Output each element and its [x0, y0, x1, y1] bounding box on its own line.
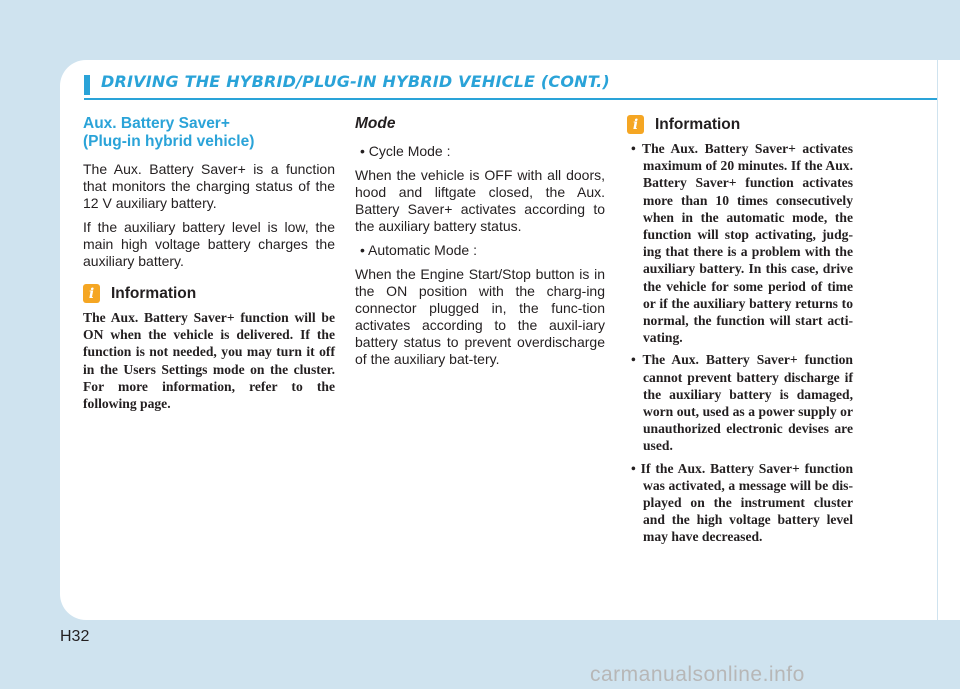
- info-heading: [83, 284, 335, 303]
- automatic-mode-bullet: • Automatic Mode :: [360, 242, 477, 258]
- watermark: carmanualsonline.info: [590, 663, 805, 686]
- header-accent-bar: [84, 75, 90, 95]
- cycle-mode-paragraph: When the vehicle is OFF with all doors, hood and liftgate closed, the Aux. Battery Saver+ activates according to the auxiliary battery status.: [355, 167, 605, 234]
- page-number: H32: [60, 628, 90, 645]
- info-title: Information: [111, 284, 197, 302]
- info-heading-right: [627, 115, 853, 134]
- column-left: [83, 113, 335, 412]
- info-text: The Aux. Battery Saver+ function will be ON when the vehicle is delivered. If the function is not needed, you may turn it off in the Users Settings mode on the cluster. For more information, refer to the following page.: [83, 310, 335, 412]
- header-rule: [84, 98, 937, 100]
- column-middle: [355, 113, 605, 375]
- info-title: Information: [655, 115, 741, 133]
- automatic-mode-paragraph: When the Engine Start/Stop button is in the ON position with the charg-ing connector plugged in, the func-tion activates according to the auxil-iary battery status to prevent overdischarge of the auxiliary bat-tery.: [355, 266, 605, 367]
- info-icon: i: [627, 115, 644, 134]
- mode-title: Mode: [355, 115, 396, 132]
- list-item: • If the Aux. Battery Saver+ function was activated, a message will be dis-played on the instrument cluster and the high voltage battery level may have decreased.: [631, 460, 853, 545]
- intro-paragraph: The Aux. Battery Saver+ is a function that monitors the charging status of the 12 V auxiliary battery.: [83, 161, 335, 211]
- right-margin-rule: [937, 60, 938, 620]
- info-icon: i: [83, 284, 100, 303]
- section-title-line1: Aux. Battery Saver+: [83, 115, 230, 132]
- section-title-line2: (Plug-in hybrid vehicle): [83, 133, 255, 150]
- low-battery-paragraph: If the auxiliary battery level is low, the main high voltage battery charges the auxiliary battery.: [83, 219, 335, 269]
- section-title-aux-battery-saver: [83, 115, 335, 151]
- list-item: • The Aux. Battery Saver+ function cannot prevent battery discharge if the auxiliary battery is damaged, worn out, used as a power supply or unauthorized electronic devises are used.: [631, 352, 853, 454]
- info-bullet-list: [627, 140, 853, 546]
- page-header-title: DRIVING THE HYBRID/PLUG-IN HYBRID VEHICLE (CONT.): [101, 72, 610, 91]
- cycle-mode-bullet: • Cycle Mode :: [360, 143, 451, 159]
- column-right: [627, 113, 853, 551]
- list-item: • The Aux. Battery Saver+ activates maximum of 20 minutes. If the Aux. Battery Saver+ function activates more than 10 times consecutively when in the automatic mode, the function will stop activating, judg-ing that there is a problem with the auxiliary battery. In this case, drive the vehicle for some period of time or if the auxiliary battery returns to normal, the function will start acti-vating.: [631, 141, 853, 346]
